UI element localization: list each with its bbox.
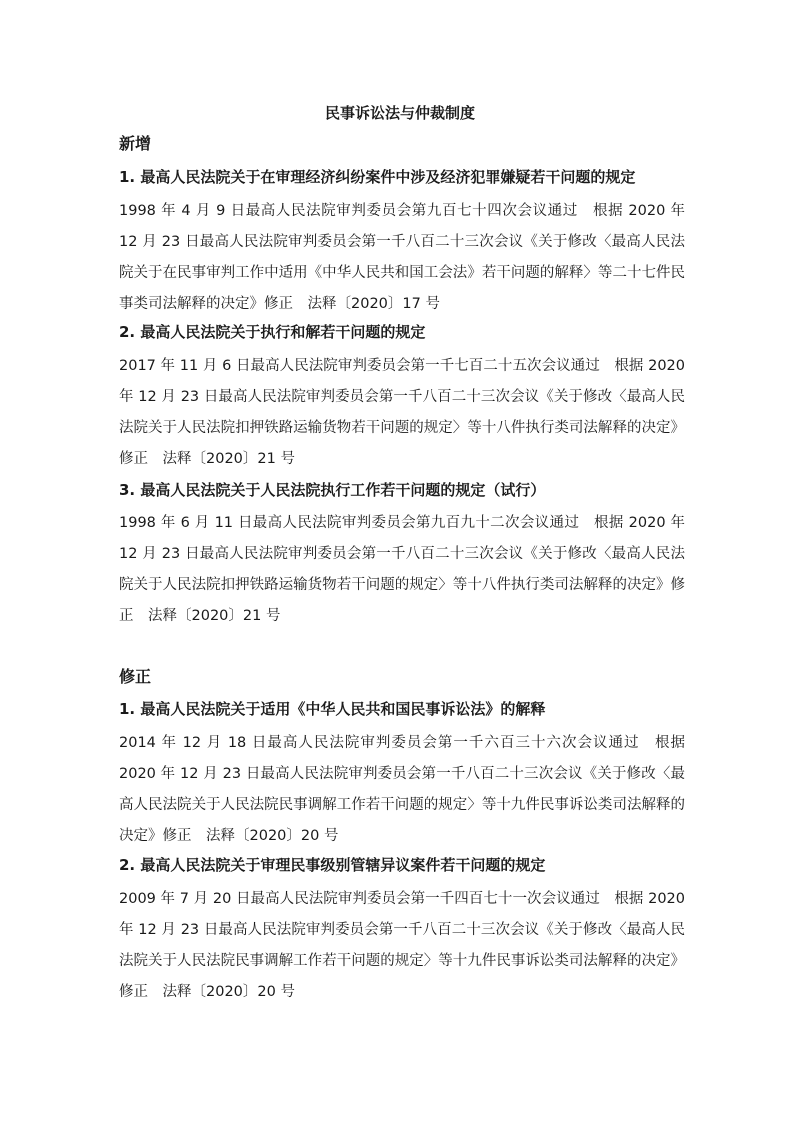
section-label-new: 新增 (119, 134, 152, 153)
item-body: 2017 年 11 月 6 日最高人民法院审判委员会第一千七百二十五次会议通过 根据 2020 年 12 月 23 日最高人民法院审判委员会第一千八百二十三次会议《关于修改〈最高人民法院关于人民法院扣押铁路运输货物若干问题的规定〉等十八件执行类司法解释的决定》修正 法释〔2020〕21 号 (119, 358, 685, 467)
item-heading: 2. 最高人民法院关于审理民事级别管辖异议案件若干问题的规定 (119, 856, 546, 874)
item-body: 2014 年 12 月 18 日最高人民法院审判委员会第一千六百三十六次会议通过 根据 2020 年 12 月 23 日最高人民法院审判委员会第一千八百二十三次会议《关于修改〈最高人民法院关于人民法院民事调解工作若干问题的规定〉等十九件民事诉讼类司法解释的决定》修正 法释〔2020〕20 号 (119, 735, 685, 844)
item-heading: 3. 最高人民法院关于人民法院执行工作若干问题的规定（试行） (119, 481, 546, 499)
item-heading: 1. 最高人民法院关于适用《中华人民共和国民事诉讼法》的解释 (119, 700, 546, 718)
item-heading: 1. 最高人民法院关于在审理经济纠纷案件中涉及经济犯罪嫌疑若干问题的规定 (119, 168, 636, 186)
section-label-amended: 修正 (119, 667, 152, 686)
document-title: 民事诉讼法与仲裁制度 (324, 104, 475, 122)
item-heading: 2. 最高人民法院关于执行和解若干问题的规定 (119, 323, 426, 341)
item-body: 2009 年 7 月 20 日最高人民法院审判委员会第一千四百七十一次会议通过 根据 2020 年 12 月 23 日最高人民法院审判委员会第一千八百二十三次会议《关于修改〈最高人民法院关于人民法院民事调解工作若干问题的规定〉等十九件民事诉讼类司法解释的决定》修正 法释〔2020〕20 号 (119, 891, 685, 1000)
item-body: 1998 年 6 月 11 日最高人民法院审判委员会第九百九十二次会议通过 根据 2020 年 12 月 23 日最高人民法院审判委员会第一千八百二十三次会议《关于修改〈最高人民法院关于人民法院扣押铁路运输货物若干问题的规定〉等十八件执行类司法解释的决定》修正 法释〔2020〕21 号 (119, 515, 685, 624)
item-body: 1998 年 4 月 9 日最高人民法院审判委员会第九百七十四次会议通过 根据 2020 年 12 月 23 日最高人民法院审判委员会第一千八百二十三次会议《关于修改〈最高人民法院关于在民事审判工作中适用《中华人民共和国工会法》若干问题的解释〉等二十七件民事类司法解释的决定》修正 法释〔2020〕17 号 (119, 203, 685, 312)
